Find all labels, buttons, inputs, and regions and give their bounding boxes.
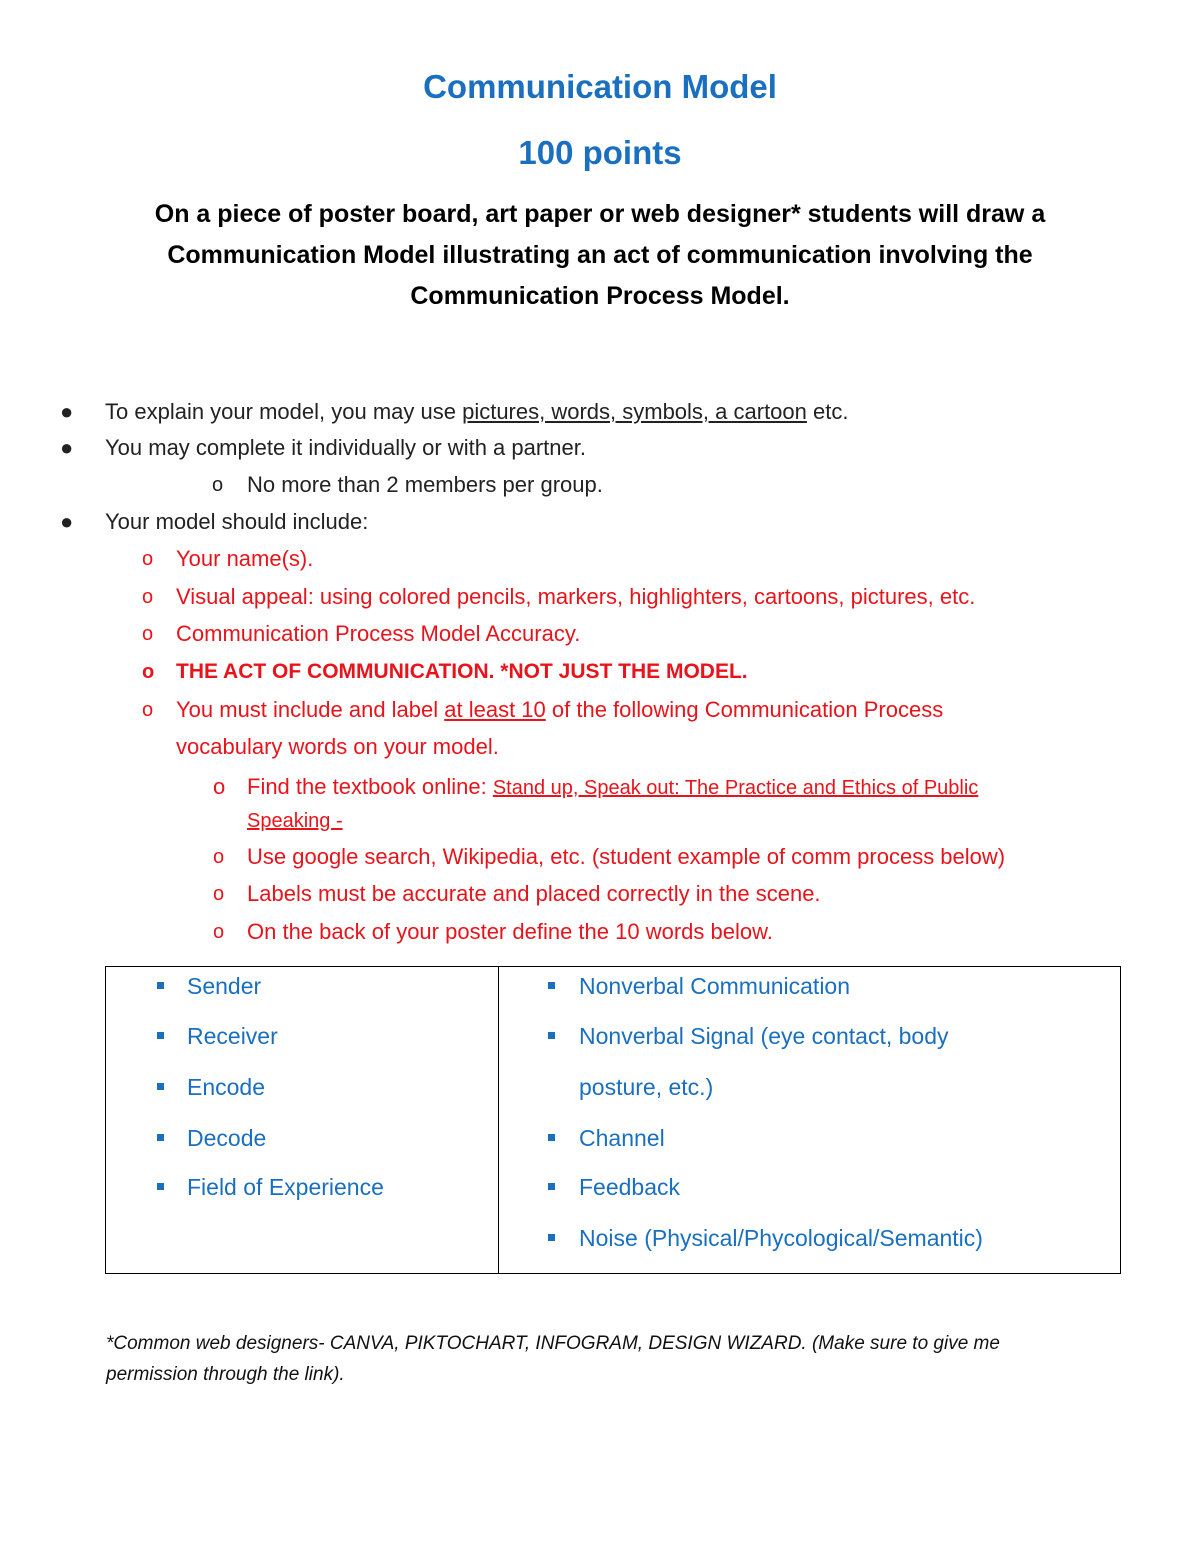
square-bullet-icon xyxy=(157,1032,164,1039)
sub-item-google: Use google search, Wikipedia, etc. (student example of comm process below) xyxy=(247,844,1006,869)
textbook-link[interactable]: Stand up, Speak out: The Practice and Ethics of Public xyxy=(492,777,979,799)
square-bullet-icon xyxy=(157,1083,164,1090)
square-bullet-icon xyxy=(548,1032,555,1039)
square-bullet-icon xyxy=(157,982,164,989)
sub-bullet-circle-icon: o xyxy=(212,474,224,496)
sub-item-textbook xyxy=(247,772,978,803)
sub-bullet-circle-icon: o xyxy=(142,699,154,721)
square-bullet-icon xyxy=(157,1134,164,1141)
sub-bullet-circle-icon: o xyxy=(213,846,225,868)
vocab-item: Field of Experience xyxy=(187,1174,384,1200)
include-item-vocab-post: of the following Communication Process xyxy=(545,697,944,722)
vocab-table xyxy=(105,966,1121,1274)
sub-bullet-circle-icon: o xyxy=(142,548,154,570)
include-item-accuracy: Communication Process Model Accuracy. xyxy=(176,621,581,646)
sub-item-define: On the back of your poster define the 10 words below. xyxy=(247,919,773,944)
footnote-line-1: *Common web designers- CANVA, PIKTOCHART, INFOGRAM, DESIGN WIZARD. (Make sure to give me xyxy=(106,1333,1000,1354)
vocab-item: Noise (Physical/Phycological/Semantic) xyxy=(579,1225,983,1251)
sub-bullet-circle-icon: o xyxy=(213,883,225,905)
bullet-explain xyxy=(105,397,848,427)
vocab-item: Encode xyxy=(187,1074,266,1100)
square-bullet-icon xyxy=(548,1183,555,1190)
intro-line-3: Communication Process Model. xyxy=(410,282,790,310)
sub-bullet-circle-icon: o xyxy=(142,586,154,608)
bullet-explain-pre: To explain your model, you may use xyxy=(105,399,463,424)
bullet-disc-icon: ● xyxy=(60,435,74,460)
square-bullet-icon xyxy=(548,1234,555,1241)
bullet-partner: You may complete it individually or with a partner. xyxy=(105,435,586,460)
textbook-link-cont[interactable]: Speaking - xyxy=(247,810,343,832)
vocab-item: Channel xyxy=(579,1125,665,1151)
vocab-item: Sender xyxy=(187,973,262,999)
bullet-partner-sub: No more than 2 members per group. xyxy=(247,472,603,497)
footnote-line-2: permission through the link). xyxy=(106,1364,345,1385)
bullet-disc-icon: ● xyxy=(60,509,74,534)
footnote xyxy=(106,1328,1106,1390)
vocab-item: Nonverbal Signal (eye contact, body xyxy=(579,1023,949,1049)
include-item-vocab-line2: vocabulary words on your model. xyxy=(176,734,499,759)
vocab-item: Receiver xyxy=(187,1023,278,1049)
bullet-disc-icon: ● xyxy=(60,399,74,424)
include-item-visual: Visual appeal: using colored pencils, markers, highlighters, cartoons, pictures, etc. xyxy=(176,584,976,609)
vocab-left-column xyxy=(106,967,499,1274)
include-item-name: Your name(s). xyxy=(176,546,314,571)
intro-line-2: Communication Model illustrating an act of communication involving the xyxy=(167,241,1033,269)
include-item-act: THE ACT OF COMMUNICATION. *NOT JUST THE MODEL. xyxy=(176,660,748,683)
sub-bullet-circle-icon: o xyxy=(213,921,225,943)
page-title: Communication Model xyxy=(423,68,777,105)
bullet-explain-underlined: pictures, words, symbols, a cartoon xyxy=(462,399,807,424)
sub-bullet-circle-icon: o xyxy=(213,774,226,799)
sub-bullet-circle-icon: o xyxy=(142,623,154,645)
sub-item-labels: Labels must be accurate and placed correctly in the scene. xyxy=(247,881,821,906)
include-item-vocab-pre: You must include and label xyxy=(176,697,445,722)
sub-item-textbook-pre: Find the textbook online: xyxy=(247,774,493,799)
square-bullet-icon xyxy=(548,1134,555,1141)
intro-line-1: On a piece of poster board, art paper or web designer* students will draw a xyxy=(154,200,1046,228)
include-item-vocab-underlined: at least 10 xyxy=(444,697,546,722)
sub-bullet-circle-icon: o xyxy=(142,661,155,683)
bullet-include: Your model should include: xyxy=(105,509,369,534)
square-bullet-icon xyxy=(157,1183,164,1190)
vocab-item: Feedback xyxy=(579,1174,681,1200)
vocab-right-column xyxy=(499,967,1121,1274)
vocab-item: Nonverbal Communication xyxy=(579,973,851,999)
square-bullet-icon xyxy=(548,982,555,989)
points-heading: 100 points xyxy=(518,134,682,171)
vocab-item: Decode xyxy=(187,1125,267,1151)
bullet-explain-post: etc. xyxy=(806,399,849,424)
vocab-item-cont: posture, etc.) xyxy=(579,1074,714,1100)
include-item-vocab xyxy=(176,695,943,725)
